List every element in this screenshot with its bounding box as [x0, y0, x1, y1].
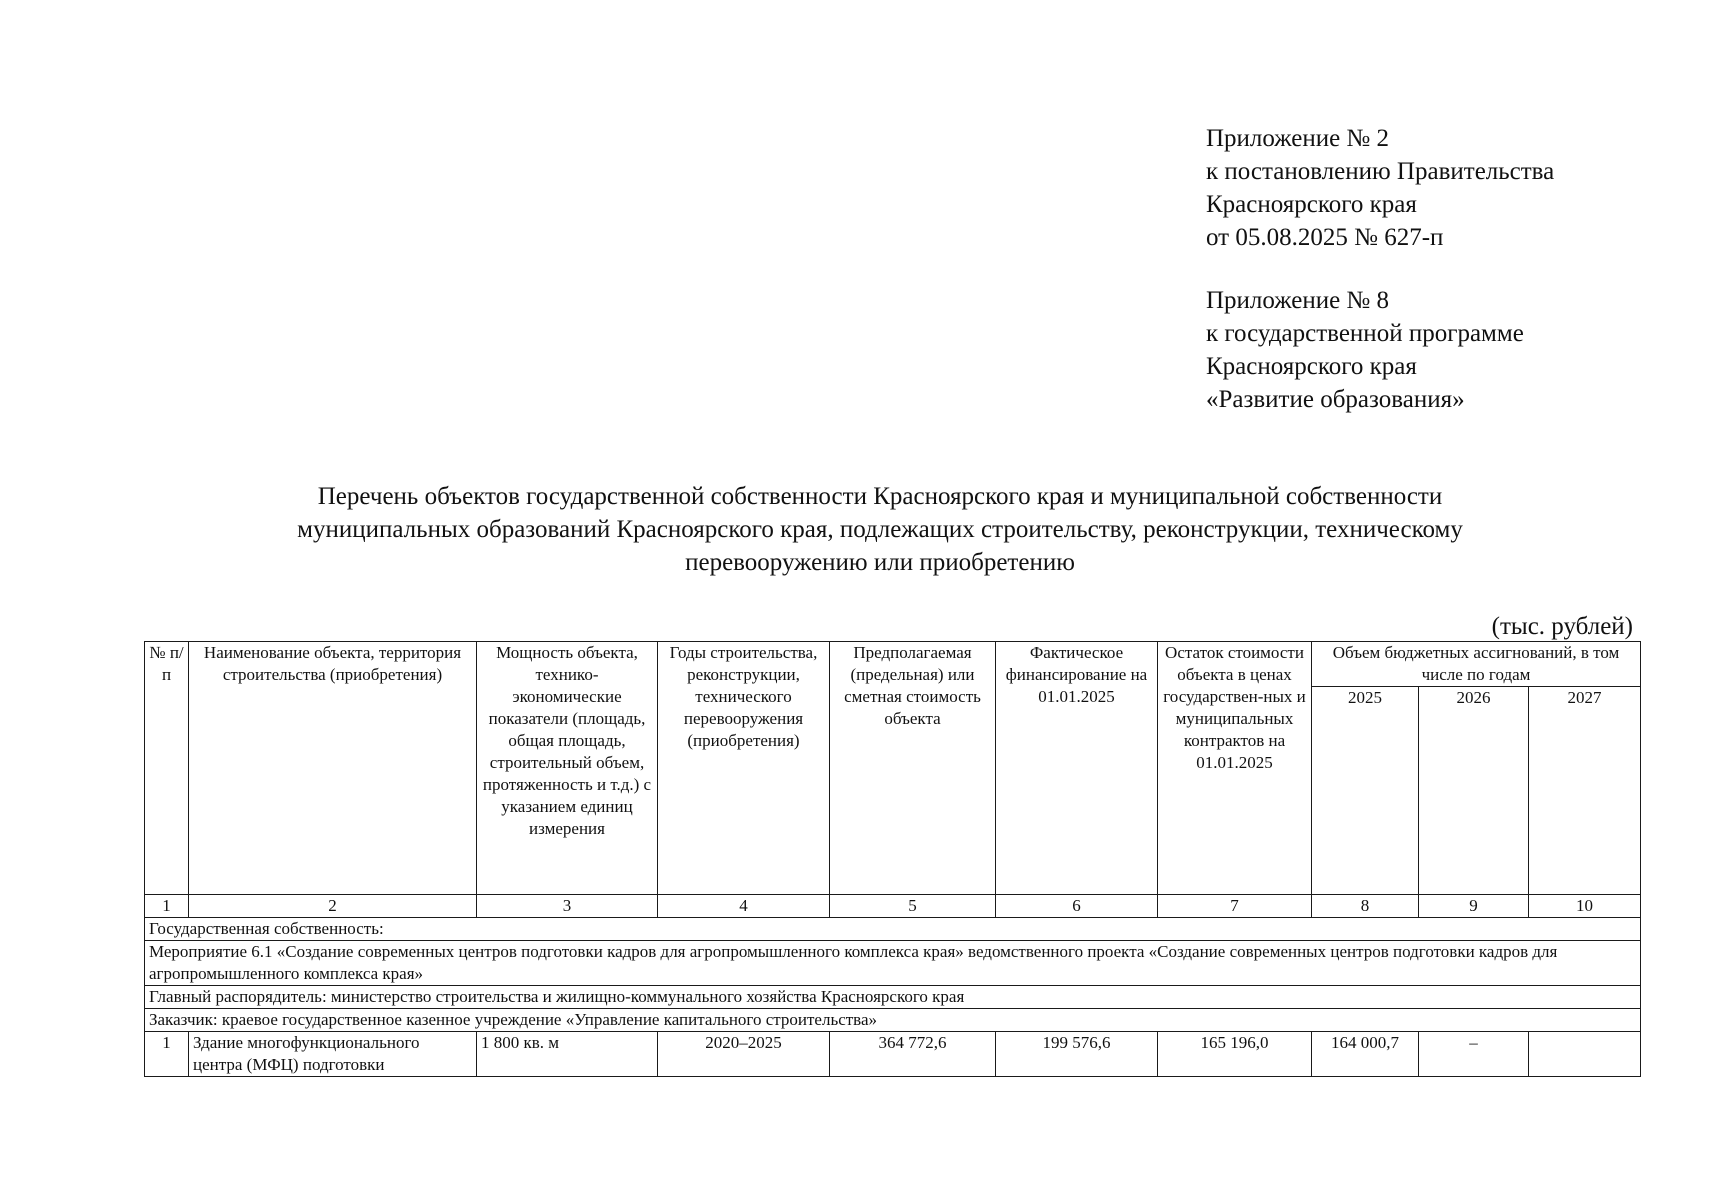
col-number: 8	[1312, 895, 1419, 918]
row-2026: –	[1419, 1032, 1529, 1077]
header-capacity: Мощность объекта, технико-экономические показатели (площадь, общая площадь, строительный объем, протяженность и т.д.) с указанием единиц измерения	[477, 642, 658, 895]
appendix-2-block	[1206, 122, 1554, 254]
row-num: 1	[145, 1032, 189, 1077]
col-number: 7	[1158, 895, 1312, 918]
row-remain: 165 196,0	[1158, 1032, 1312, 1077]
col-number: 2	[189, 895, 477, 918]
appendix-line: от 05.08.2025 № 627-п	[1206, 224, 1444, 251]
header-year-2027: 2027	[1529, 687, 1641, 895]
column-numbers-row	[145, 895, 1641, 918]
section-main-manager: Главный распорядитель: министерство строительства и жилищно-коммунального хозяйства Красноярского края	[145, 986, 1641, 1009]
appendix-line: Красноярского края	[1206, 191, 1417, 218]
row-name: Здание многофункционального центра (МФЦ) подготовки	[189, 1032, 477, 1077]
header-remain: Остаток стоимости объекта в ценах государствен-ных и муниципальных контрактов на 01.01.2025	[1158, 642, 1312, 895]
row-years: 2020–2025	[658, 1032, 830, 1077]
row-actual: 199 576,6	[996, 1032, 1158, 1077]
col-number: 9	[1419, 895, 1529, 918]
appendix-line: к государственной программе	[1206, 320, 1524, 347]
col-number: 6	[996, 895, 1158, 918]
units-label: (тыс. рублей)	[1491, 613, 1633, 640]
header-cost: Предполагаемая (предельная) или сметная стоимость объекта	[830, 642, 996, 895]
header-actual: Фактическое финансирование на 01.01.2025	[996, 642, 1158, 895]
title-line: муниципальных образований Красноярского края, подлежащих строительству, реконструкции, техническому	[297, 516, 1463, 543]
col-number: 10	[1529, 895, 1641, 918]
col-number: 3	[477, 895, 658, 918]
section-customer: Заказчик: краевое государственное казенное учреждение «Управление капитального строительства»	[145, 1009, 1641, 1032]
header-row-1	[145, 642, 1641, 687]
row-2025: 164 000,7	[1312, 1032, 1419, 1077]
appendix-8-block	[1206, 284, 1524, 416]
row-capacity: 1 800 кв. м	[477, 1032, 658, 1077]
appendix-line: Приложение № 2	[1206, 125, 1390, 152]
appendix-line: Приложение № 8	[1206, 287, 1390, 314]
section-state-property: Государственная собственность:	[145, 918, 1641, 941]
title-line: перевооружению или приобретению	[685, 549, 1075, 576]
section-measure: Мероприятие 6.1 «Создание современных центров подготовки кадров для агропромышленного комплекса края» ведомственного проекта «Создание современных центров подготовки кадров для агропромышленного комплекса края»	[145, 941, 1641, 986]
section-row	[145, 918, 1641, 941]
section-row	[145, 1009, 1641, 1032]
header-year-2026: 2026	[1419, 687, 1529, 895]
header-year-2025: 2025	[1312, 687, 1419, 895]
col-number: 4	[658, 895, 830, 918]
appendix-line: к постановлению Правительства	[1206, 158, 1555, 185]
table-row	[145, 1032, 1641, 1077]
appendix-line: Красноярского края	[1206, 353, 1417, 380]
row-cost: 364 772,6	[830, 1032, 996, 1077]
objects-table	[144, 641, 1641, 1077]
col-number: 1	[145, 895, 189, 918]
header-years: Годы строительства, реконструкции, технического перевооружения (приобретения)	[658, 642, 830, 895]
document-title	[130, 480, 1630, 579]
appendix-line: «Развитие образования»	[1206, 386, 1465, 413]
row-2027	[1529, 1032, 1641, 1077]
section-row	[145, 986, 1641, 1009]
header-name: Наименование объекта, территория строительства (приобретения)	[189, 642, 477, 895]
title-line: Перечень объектов государственной собственности Красноярского края и муниципальной собственности	[317, 483, 1443, 510]
header-num: № п/п	[145, 642, 189, 895]
section-row	[145, 941, 1641, 986]
header-budget: Объем бюджетных ассигнований, в том числе по годам	[1312, 642, 1641, 687]
col-number: 5	[830, 895, 996, 918]
